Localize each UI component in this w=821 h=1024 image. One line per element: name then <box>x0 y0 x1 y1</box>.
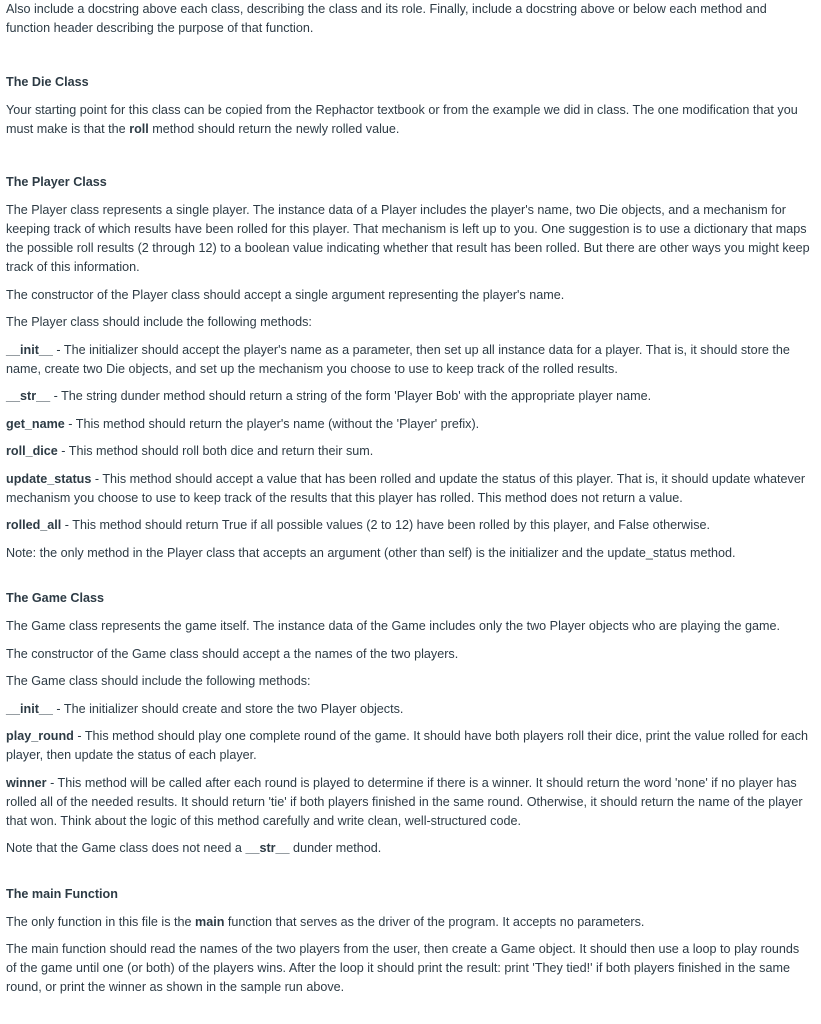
game-method-play-round <box>6 727 811 765</box>
method-desc: - This method should return True if all possible values (2 to 12) have been rolled by this player, and False otherwise. <box>61 518 710 532</box>
player-methods-intro: The Player class should include the following methods: <box>6 315 312 329</box>
die-text-b: method should return the newly rolled value. <box>148 121 400 136</box>
game-note <box>6 839 811 858</box>
main-text-b: function that serves as the driver of the program. It accepts no parameters. <box>224 914 645 929</box>
game-class-heading: The Game Class <box>6 591 104 605</box>
die-class-paragraph <box>6 101 811 139</box>
method-name: __init__ <box>6 701 53 716</box>
method-name: __init__ <box>6 342 53 357</box>
method-desc: - This method should return the player's name (without the 'Player' prefix). <box>64 416 480 431</box>
method-desc: - This method should accept a value that has been rolled and update the status of this player. That is, it should update whatever mechanism you choose to use to keep track of the results that this player has rolled. This method does not return a value. <box>6 471 806 505</box>
main-description <box>6 913 811 932</box>
method-desc: - The initializer should create and store the two Player objects. <box>52 701 404 716</box>
method-name: play_round <box>6 729 74 743</box>
main-function-heading: The main Function <box>6 886 118 901</box>
game-note-b: dunder method. <box>289 841 382 855</box>
player-method-roll-dice <box>6 442 811 461</box>
player-method-update-status <box>6 470 811 508</box>
game-method-init <box>6 700 811 719</box>
method-name: update_status <box>6 471 92 486</box>
player-method-init <box>6 341 811 379</box>
method-name: __str__ <box>6 389 51 403</box>
player-class-heading: The Player Class <box>6 175 107 189</box>
roll-method-name: roll <box>129 121 149 136</box>
main-details: The main function should read the names of the two players from the user, then create a Game object. It should then use a loop to play rounds of the game until one (or both) of the players wins. After the loop it should print the result: print 'They tied!' if both players finished in the same round, or print the winner as shown in the sample run above. <box>6 942 800 994</box>
player-description: The Player class represents a single player. The instance data of a Player includes the player's name, two Die objects, and a mechanism for keeping track of which results have been rolled for this player. That mechanism is left up to you. One suggestion is to use a dictionary that maps the possible roll results (2 through 12) to a boolean value indicating whether that result has been rolled. But there are other ways you might keep track of this information. <box>6 203 810 274</box>
method-desc: - The string dunder method should return a string of the form 'Player Bob' with the appropriate player name. <box>50 389 652 403</box>
player-constructor-text: The constructor of the Player class should accept a single argument representing the player's name. <box>6 287 565 302</box>
main-text-a: The only function in this file is the <box>6 914 196 929</box>
main-function-name: main <box>195 914 225 929</box>
player-method-get-name <box>6 415 811 434</box>
die-text-a: Your starting point for this class can be copied from the Rephactor textbook or from the example we did in class. The one modification that you must make is that the <box>6 102 798 136</box>
game-method-winner <box>6 774 811 831</box>
method-desc: - This method will be called after each round is played to determine if there is a winner. It should return the word 'none' if no player has rolled all of the needed results. It should return 'tie' if both players finished in the same round. Otherwise, it should return the name of the player that won. Think about the logic of this method carefully and write clean, well-structured code. <box>6 775 803 828</box>
method-desc: - This method should play one complete round of the game. It should have both players roll their dice, print the value rolled for each player, then update the status of each player. <box>6 729 809 762</box>
str-method-name: __str__ <box>245 841 290 855</box>
method-name: winner <box>6 775 47 790</box>
player-method-rolled-all <box>6 516 811 535</box>
player-note: Note: the only method in the Player class that accepts an argument (other than self) is the initializer and the update_status method. <box>6 545 736 560</box>
die-class-heading: The Die Class <box>6 74 89 89</box>
game-constructor-text: The constructor of the Game class should accept a the names of the two players. <box>6 646 459 661</box>
game-methods-intro: The Game class should include the following methods: <box>6 674 311 688</box>
game-description: The Game class represents the game itself. The instance data of the Game includes only the two Player objects who are playing the game. <box>6 619 780 633</box>
intro-paragraph: Also include a docstring above each class, describing the class and its role. Finally, include a docstring above or below each method and function header describing the purpose of that function. <box>6 2 767 35</box>
method-name: roll_dice <box>6 444 58 458</box>
method-desc: - This method should roll both dice and return their sum. <box>57 444 374 458</box>
game-note-a: Note that the Game class does not need a <box>6 841 246 855</box>
method-desc: - The initializer should accept the player's name as a parameter, then set up all instance data for a player. That is, it should store the name, create two Die objects, and set up the mechanism you choose to use to keep track of the rolled results. <box>6 342 790 376</box>
player-method-str <box>6 387 811 406</box>
method-name: get_name <box>6 416 65 431</box>
method-name: rolled_all <box>6 518 62 532</box>
